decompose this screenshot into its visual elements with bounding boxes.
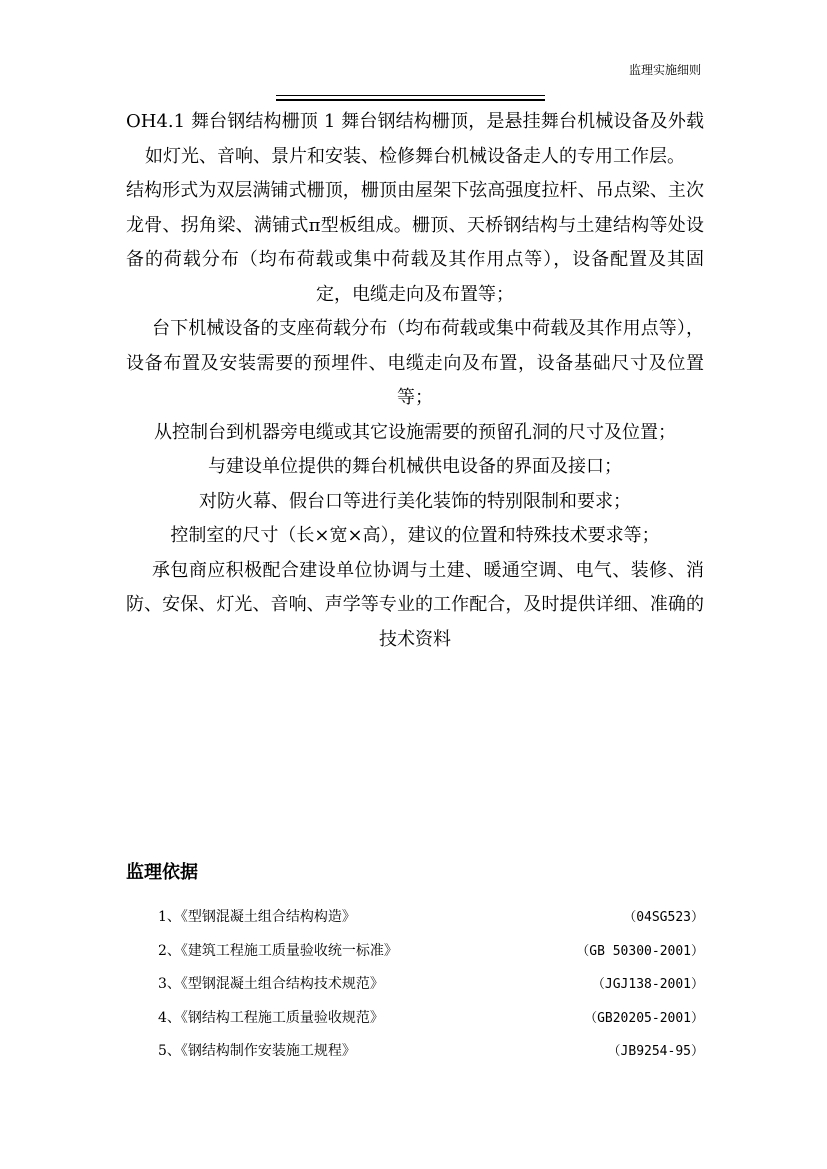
paragraph-control-room: 控制室的尺寸（长×宽×高），建议的位置和特殊技术要求等； xyxy=(170,525,660,546)
reference-item xyxy=(158,900,704,934)
reference-code: （04SG523） xyxy=(623,910,704,925)
header-rule-thick xyxy=(276,99,545,101)
header-rule-thin xyxy=(276,95,545,96)
reference-code: （GB20205-2001） xyxy=(584,1010,704,1026)
reference-item xyxy=(158,967,704,1001)
reference-title: 2、《建筑工程施工质量验收统一标准》 xyxy=(158,942,398,959)
paragraph-control-desk: 从控制台到机器旁电缆或其它设施需要的预留孔洞的尺寸及位置； xyxy=(154,421,676,443)
section-title: 监理依据 xyxy=(126,862,198,883)
reference-code: （JGJ138-2001） xyxy=(591,977,704,992)
paragraph-contractor-coordination: 承包商应积极配合建设单位协调与土建、暖通空调、电气、装修、消防、安保、灯光、音响、声学等专业的工作配合，及时提供详细、准确的技术资料 xyxy=(126,559,704,650)
reference-title: 4、《钢结构工程施工质量验收规范》 xyxy=(158,1009,384,1026)
reference-code: （JB9254-95） xyxy=(607,1044,704,1059)
reference-title: 3、《型钢混凝土组合结构技术规范》 xyxy=(158,976,384,992)
reference-title: 1、《型钢混凝土组合结构构造》 xyxy=(158,909,356,925)
reference-item xyxy=(158,934,704,968)
reference-code: （GB 50300-2001） xyxy=(576,943,704,959)
paragraph-fire-curtain: 对防火幕、假台口等进行美化装饰的特别限制和要求； xyxy=(199,490,631,512)
reference-item xyxy=(158,1001,704,1035)
paragraph-stage-grid: OH4.1 舞台钢结构栅顶 1 舞台钢结构栅顶，是悬挂舞台机械设备及外载如灯光、音响、景片和安装、检修舞台机械设备走人的专用工作层。 xyxy=(126,111,704,167)
paragraph-under-stage-equipment: 台下机械设备的支座荷载分布（均布荷载或集中荷载及其作用点等），设备布置及安装需要的预埋件、电缆走向及布置，设备基础尺寸及位置等； xyxy=(126,318,704,408)
reference-title: 5、《钢结构制作安装施工规程》 xyxy=(158,1043,356,1059)
running-header: 监理实施细则 xyxy=(628,63,701,77)
body-text xyxy=(126,105,704,657)
reference-list xyxy=(158,900,704,1068)
paragraph-structure-form: 结构形式为双层满铺式栅顶，栅顶由屋架下弦高强度拉杆、吊点梁、主次龙骨、拐角梁、满铺式π型板组成。栅顶、天桥钢结构与土建结构等处设备的荷载分布（均布荷载或集中荷载及其作用点等），设备配置及其固定，电缆走向及布置等； xyxy=(126,180,704,305)
reference-item xyxy=(158,1034,704,1068)
paragraph-power-interface: 与建设单位提供的舞台机械供电设备的界面及接口； xyxy=(208,456,622,477)
